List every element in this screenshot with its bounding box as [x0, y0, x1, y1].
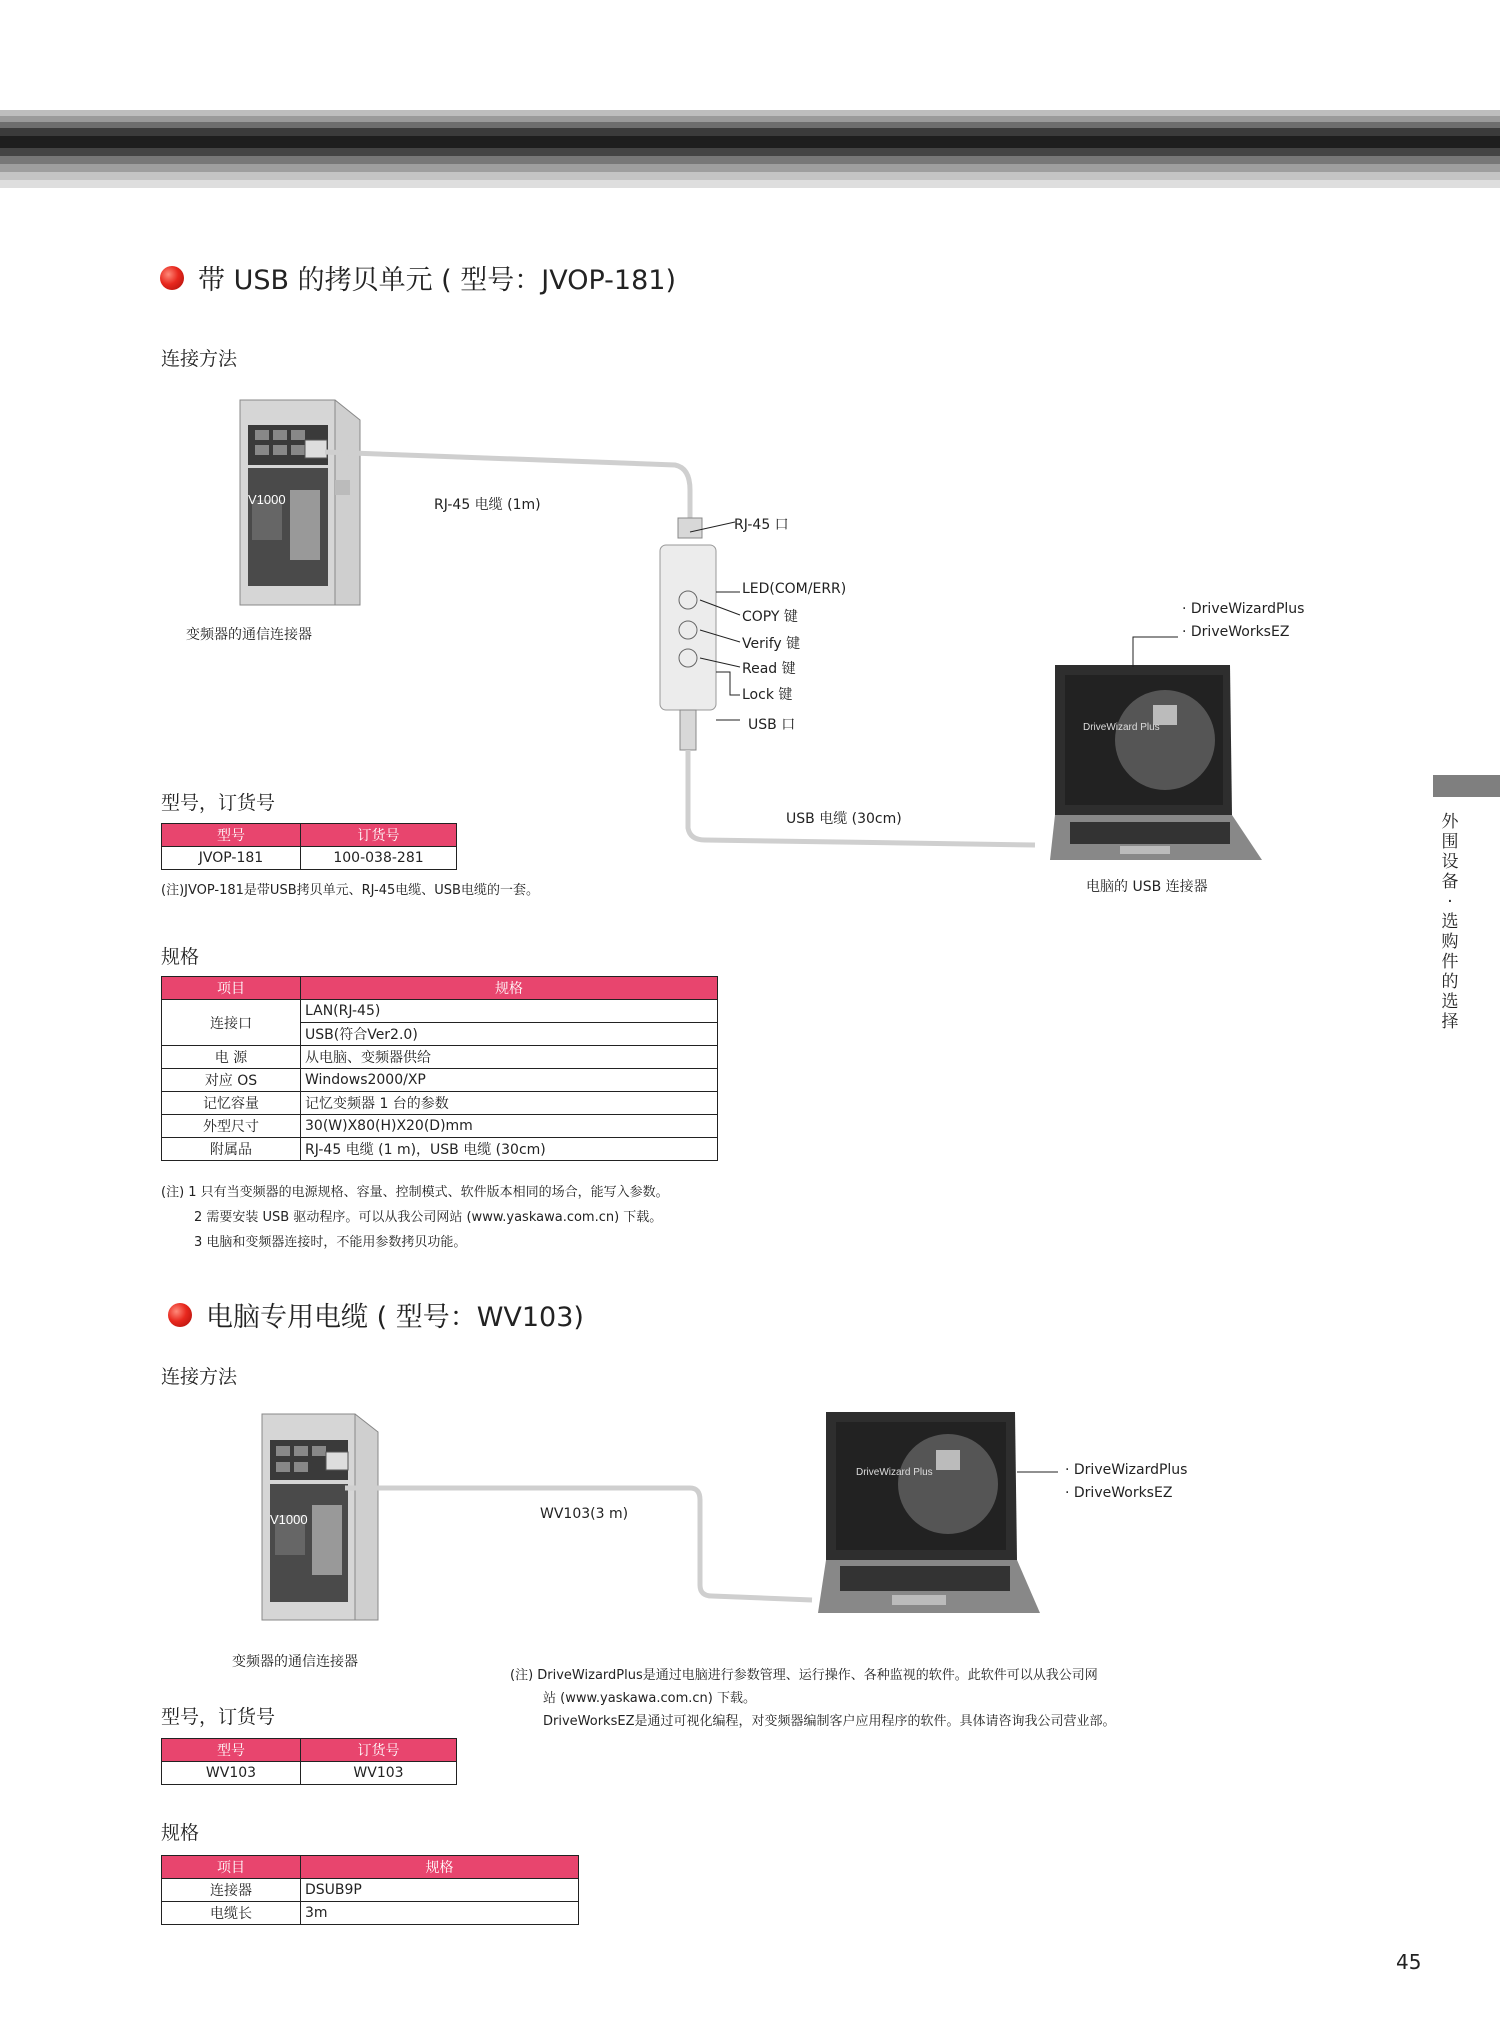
software-1: · DriveWizardPlus [1065, 1462, 1188, 1478]
spec-header-value: 规格 [301, 1856, 579, 1879]
table-row [162, 1902, 579, 1925]
table-row [162, 1879, 579, 1902]
spec-value: LAN(RJ-45) [301, 1000, 718, 1023]
spec-value: DSUB9P [301, 1879, 579, 1902]
spec-item: 外型尺寸 [162, 1115, 301, 1138]
usb-cable-label: USB 电缆 (30cm) [786, 811, 902, 827]
spec-item: 记忆容量 [162, 1092, 301, 1115]
section2-spec-heading: 规格 [161, 1822, 200, 1844]
spec-value: 30(W)X80(H)X20(D)mm [301, 1115, 718, 1138]
table-row [162, 1762, 457, 1785]
lock-key-label: Lock 键 [742, 687, 793, 703]
order-header-number: 订货号 [301, 824, 457, 847]
section1-order-heading: 型号，订货号 [161, 792, 276, 814]
inverter-model-text: V1000 [270, 1512, 308, 1527]
side-tab-bar [1433, 775, 1500, 797]
spec-header-item: 项目 [162, 977, 301, 1000]
order-header-model: 型号 [162, 824, 301, 847]
order-number: WV103 [301, 1762, 457, 1785]
spec-value: 从电脑、变频器供给 [301, 1046, 718, 1069]
order-number: 100-038-281 [301, 847, 457, 870]
laptop-image [1050, 665, 1262, 860]
section2-note-1: (注) DriveWizardPlus是通过电脑进行参数管理、运行操作、各种监视的软件。此软件可以从我公司网 [510, 1668, 1098, 1683]
page-number: 45 [1396, 1950, 1422, 1974]
section2-connection-heading: 连接方法 [161, 1366, 238, 1388]
spec-item: 连接口 [162, 1000, 301, 1046]
side-tab-text: 外围设备·选购件的选择 [1441, 812, 1459, 1032]
section1-order-table [161, 823, 457, 870]
bullet-icon [168, 1303, 192, 1327]
spec-value: 3m [301, 1902, 579, 1925]
inverter-connector-label: 变频器的通信连接器 [232, 1654, 358, 1670]
section2-spec-table [161, 1855, 579, 1925]
order-model: WV103 [162, 1762, 301, 1785]
table-row [162, 847, 457, 870]
table-row [162, 1092, 718, 1115]
section1-title: 带 USB 的拷贝单元 ( 型号：JVOP-181) [160, 258, 676, 297]
software-2: · DriveWorksEZ [1182, 624, 1290, 640]
order-model: JVOP-181 [162, 847, 301, 870]
spec-item: 附属品 [162, 1138, 301, 1161]
software-2: · DriveWorksEZ [1065, 1485, 1173, 1501]
wv103-cable-label: WV103(3 m) [540, 1506, 629, 1522]
table-row [162, 1000, 718, 1023]
section1-connection-heading: 连接方法 [161, 348, 238, 370]
section2-note-3: DriveWorksEZ是通过可视化编程，对变频器编制客户应用程序的软件。具体请咨询我公司营业部。 [543, 1714, 1116, 1729]
section2-title: 电脑专用电缆 ( 型号：WV103) [168, 1295, 584, 1334]
spec-value: USB(符合Ver2.0) [301, 1023, 718, 1046]
pc-usb-label: 电脑的 USB 连接器 [1086, 879, 1208, 895]
section2-note-2: 站 (www.yaskawa.com.cn) 下载。 [543, 1691, 756, 1706]
bullet-icon [160, 266, 184, 290]
screen-text: DriveWizard Plus [1083, 722, 1160, 733]
spec-item: 对应 OS [162, 1069, 301, 1092]
section1-note-3: 3 电脑和变频器连接时，不能用参数拷贝功能。 [194, 1235, 467, 1250]
spec-item: 连接器 [162, 1879, 301, 1902]
verify-key-label: Verify 键 [742, 636, 801, 652]
section1-spec-table [161, 976, 718, 1161]
section1-note-1: (注) 1 只有当变频器的电源规格、容量、控制模式、软件版本相同的场合，能写入参数。 [161, 1185, 669, 1200]
inverter-model-text: V1000 [248, 492, 286, 507]
spec-header-value: 规格 [301, 977, 718, 1000]
rj45-cable-label: RJ-45 电缆 (1m) [434, 497, 541, 513]
table-row [162, 1069, 718, 1092]
section1-order-note: (注)JVOP-181是带USB拷贝单元、RJ-45电缆、USB电缆的一套。 [161, 883, 539, 898]
table-row [162, 1046, 718, 1069]
spec-item: 电缆长 [162, 1902, 301, 1925]
section1-note-2: 2 需要安装 USB 驱动程序。可以从我公司网站 (www.yaskawa.com.cn) 下载。 [194, 1210, 663, 1225]
laptop-image [818, 1412, 1040, 1613]
header-stripes [0, 110, 1500, 200]
spec-item: 电 源 [162, 1046, 301, 1069]
section2-diagram [0, 1400, 1500, 1640]
table-row [162, 1138, 718, 1161]
section2-order-table [161, 1738, 457, 1785]
screen-text: DriveWizard Plus [856, 1467, 933, 1478]
order-header-number: 订货号 [301, 1739, 457, 1762]
section2-order-heading: 型号，订货号 [161, 1706, 276, 1728]
table-row [162, 1115, 718, 1138]
usb-port-label: USB 口 [748, 717, 796, 733]
order-header-model: 型号 [162, 1739, 301, 1762]
copy-key-label: COPY 键 [742, 609, 798, 625]
spec-value: 记忆变频器 1 台的参数 [301, 1092, 718, 1115]
spec-value: Windows2000/XP [301, 1069, 718, 1092]
software-1: · DriveWizardPlus [1182, 601, 1305, 617]
led-label: LED(COM/ERR) [742, 581, 847, 597]
spec-value: RJ-45 电缆 (1 m)，USB 电缆 (30cm) [301, 1138, 718, 1161]
section1-spec-heading: 规格 [161, 946, 200, 968]
read-key-label: Read 键 [742, 661, 796, 677]
inverter-connector-label: 变频器的通信连接器 [186, 627, 312, 643]
rj45-port-label: RJ-45 口 [734, 517, 789, 533]
spec-header-item: 项目 [162, 1856, 301, 1879]
